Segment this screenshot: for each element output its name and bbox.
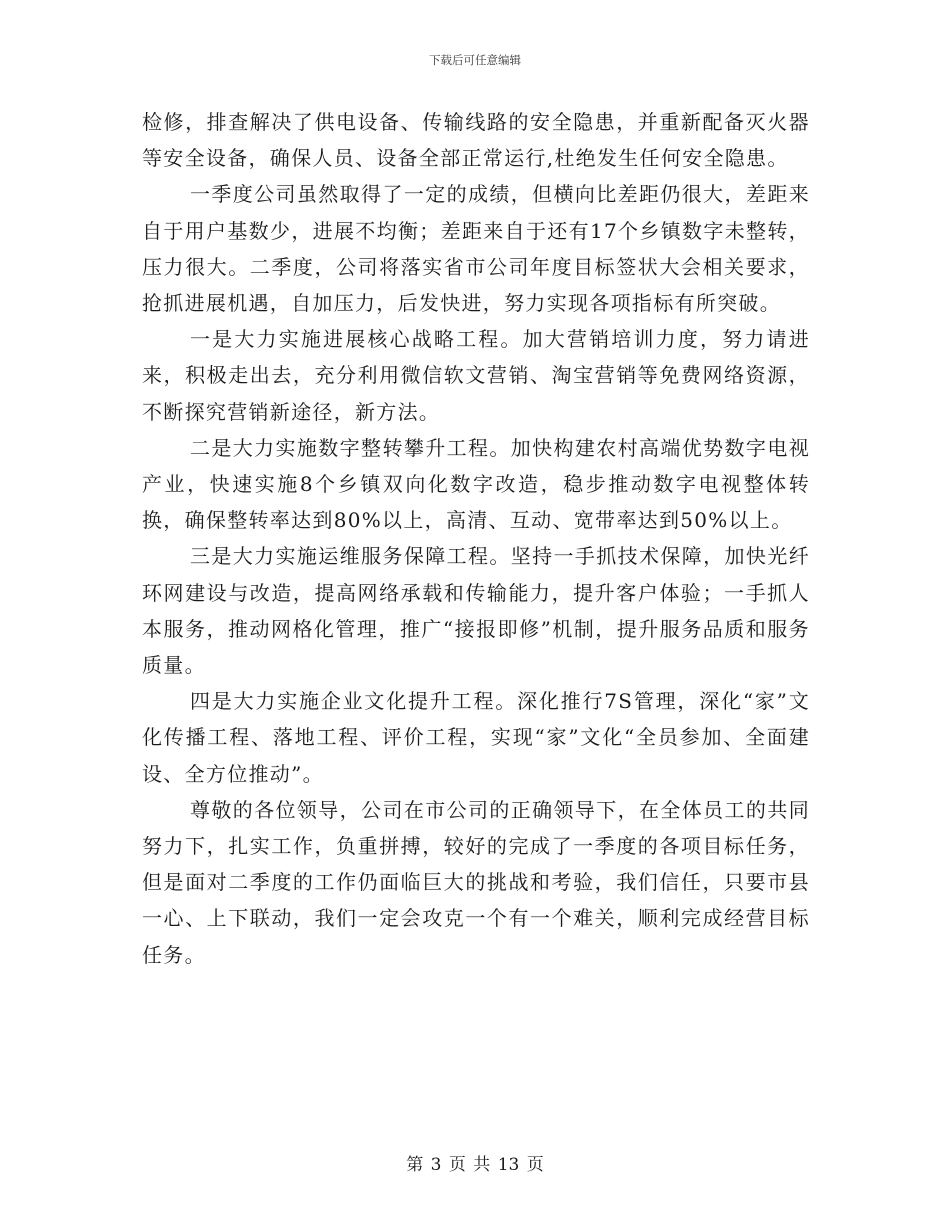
paragraph-4: 二是大力实施数字整转攀升工程。加快构建农村高端优势数字电视产业，快速实施8个乡镇双向化数字改造，稳步推动数字电视整体转换，确保整转率达到80%以上，高清、互动、宽带率达到50%以上。 bbox=[142, 435, 810, 533]
paragraph-2: 一季度公司虽然取得了一定的成绩，但横向比差距仍很大，差距来自于用户基数少，进展不均衡；差距来自于还有17个乡镇数字未整转，压力很大。二季度，公司将落实省市公司年度目标签状大会相关要求，抢抓进展机遇，自加压力，后发快进，努力实现各项指标有所突破。 bbox=[142, 182, 810, 316]
paragraph-3: 一是大力实施进展核心战略工程。加大营销培训力度，努力请进来，积极走出去，充分利用微信软文营销、淘宝营销等免费网络资源，不断探究营销新途径，新方法。 bbox=[142, 327, 810, 424]
page-number-footer: 第 3 页 共 13 页 bbox=[406, 1155, 544, 1175]
page-header: 下载后可任意编辑 bbox=[429, 53, 521, 67]
paragraph-6: 四是大力实施企业文化提升工程。深化推行7S管理，深化“家”文化传播工程、落地工程、评价工程，实现“家”文化“全员参加、全面建设、全方位推动”。 bbox=[142, 689, 810, 786]
paragraph-1: 检修，排查解决了供电设备、传输线路的安全隐患，并重新配备灭火器等安全设备，确保人员、设备全部正常运行,杜绝发生任何安全隐患。 bbox=[142, 110, 810, 171]
document-body bbox=[142, 104, 810, 973]
paragraph-7: 尊敬的各位领导，公司在市公司的正确领导下，在全体员工的共同努力下，扎实工作，负重拼搏，较好的完成了一季度的各项目标任务，但是面对二季度的工作仍面临巨大的挑战和考验，我们信任，只要市县一心、上下联动，我们一定会攻克一个有一个难关，顺利完成经营目标任务。 bbox=[142, 797, 810, 967]
paragraph-5: 三是大力实施运维服务保障工程。坚持一手抓技术保障，加快光纤环网建设与改造，提高网络承载和传输能力，提升客户体验；一手抓人本服务，推动网格化管理，推广“接报即修”机制，提升服务品质和服务质量。 bbox=[142, 544, 810, 678]
